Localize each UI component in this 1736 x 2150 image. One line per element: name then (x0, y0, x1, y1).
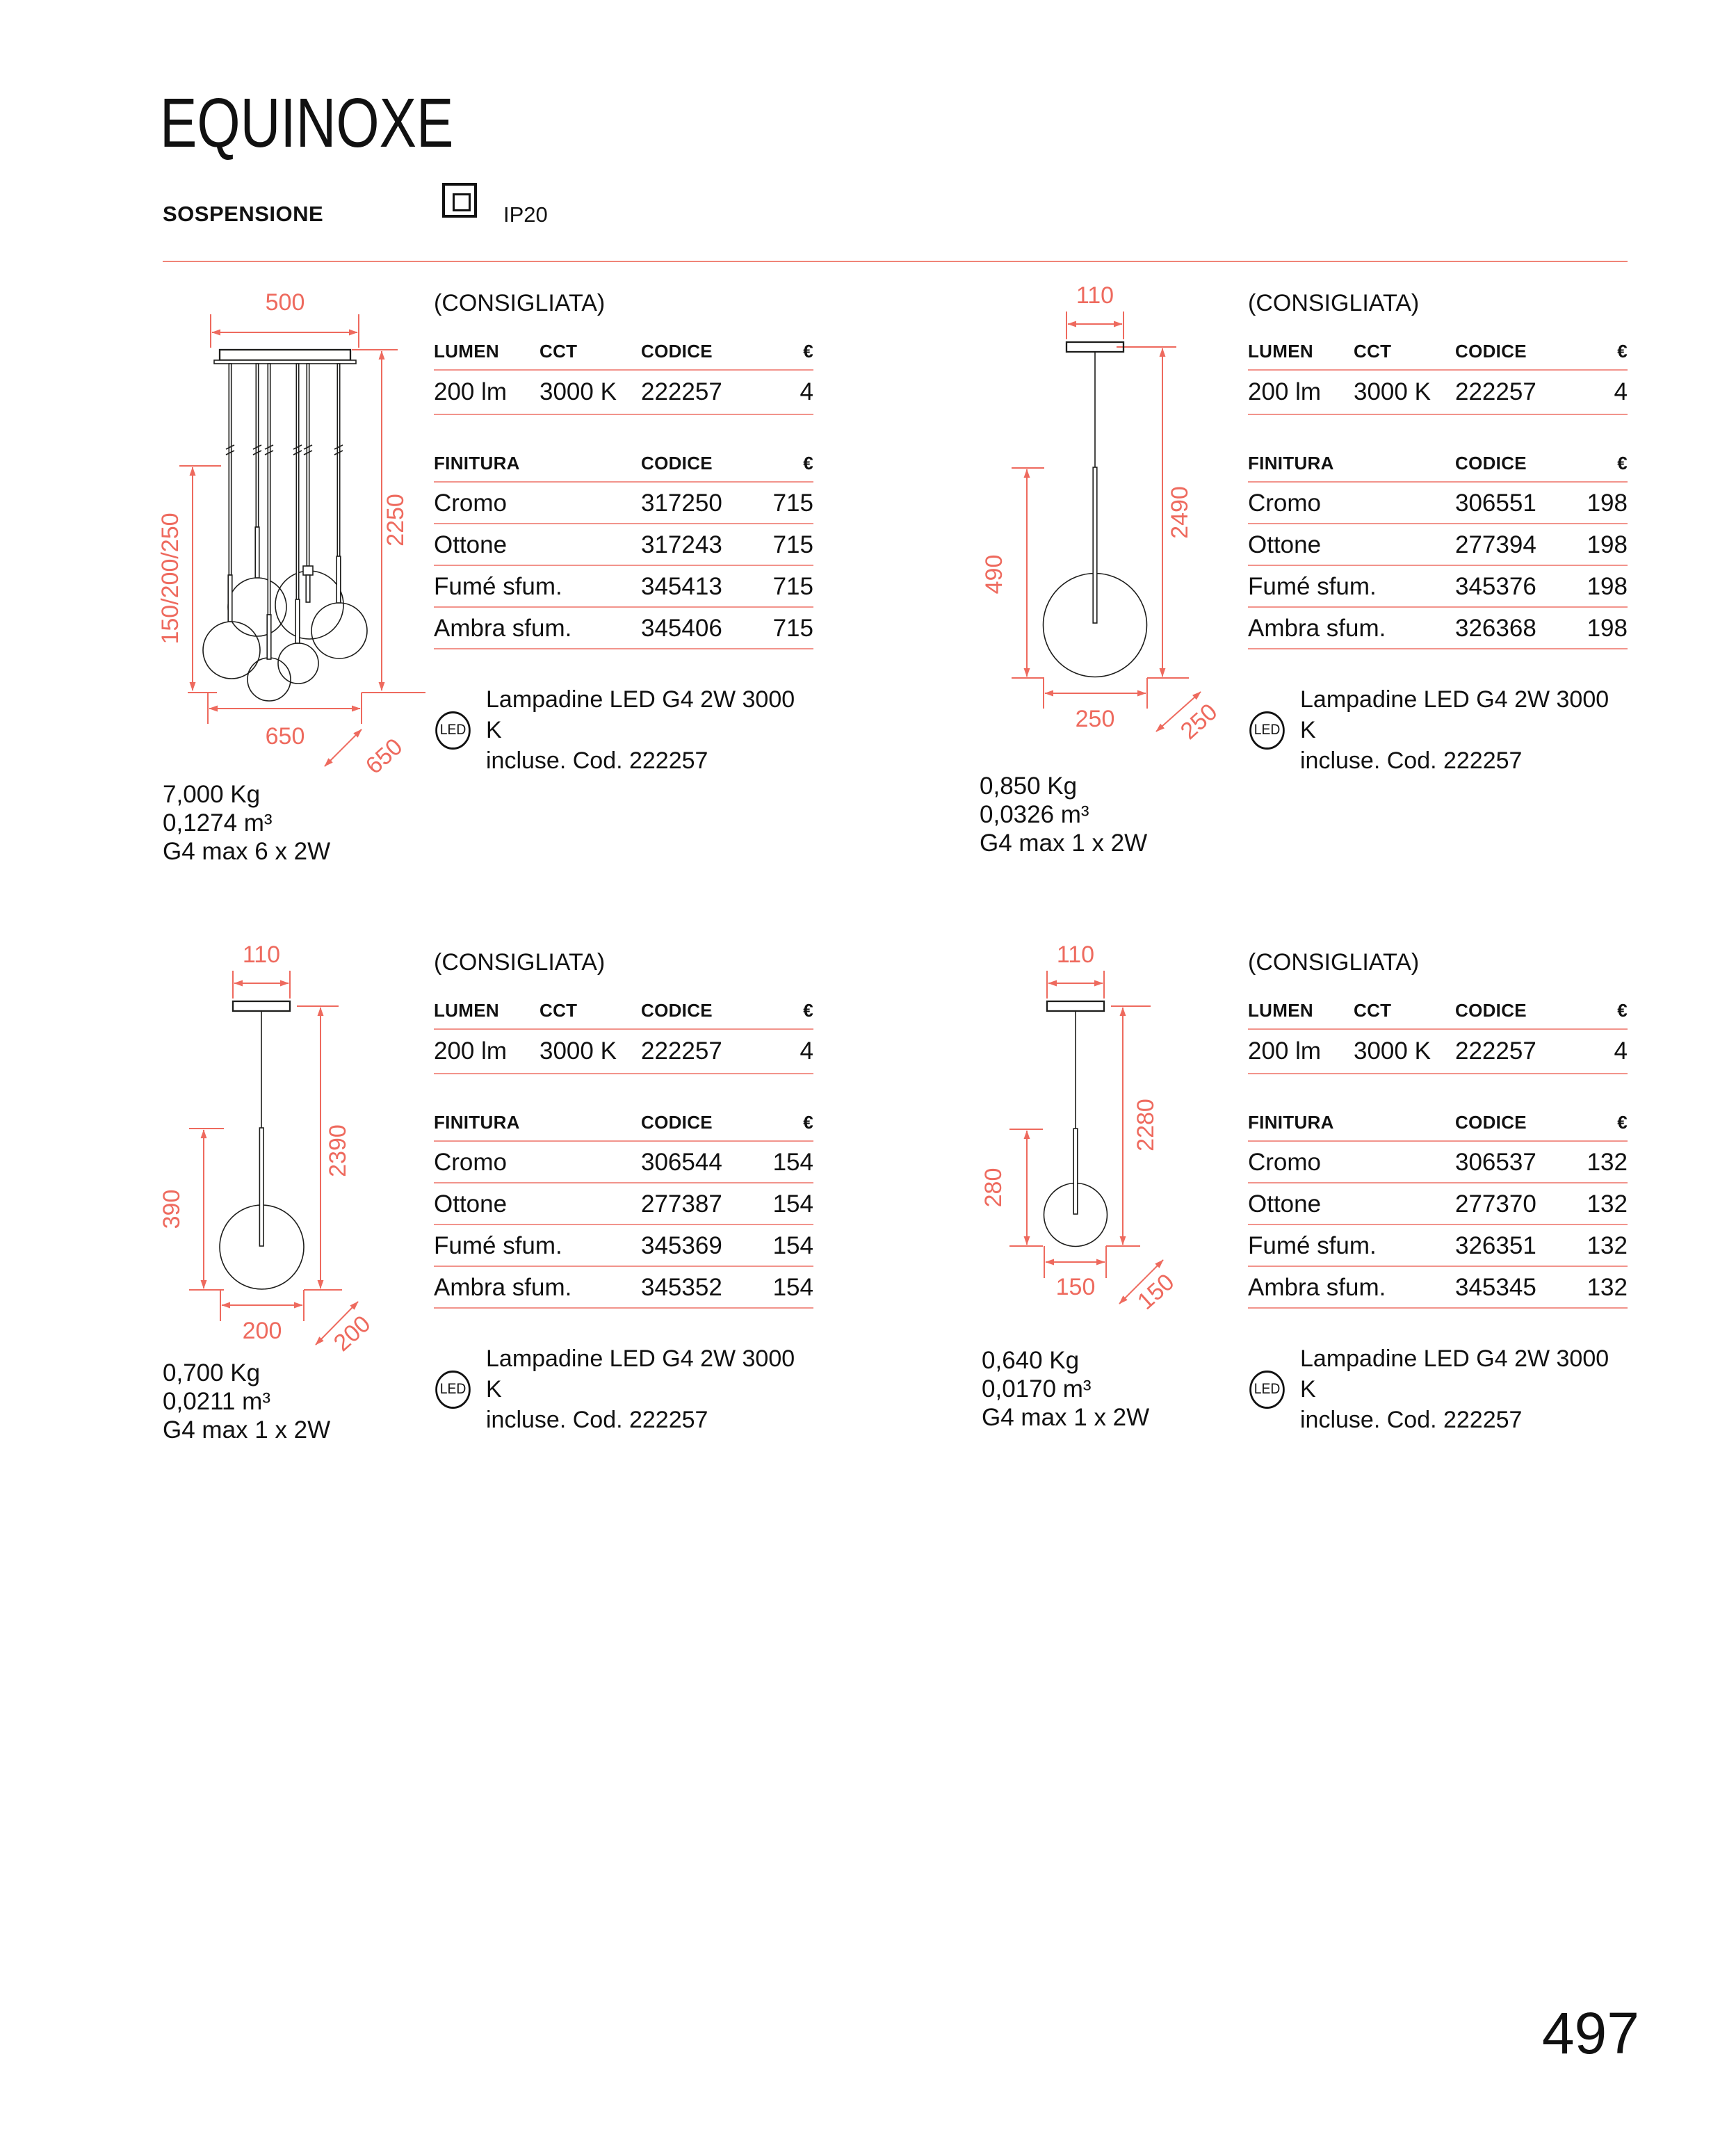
dim-total-height: 2490 (1167, 486, 1193, 539)
dim-depth: 250 (1175, 698, 1223, 745)
finish-row: Fumé sfum. 345369 154 (434, 1225, 813, 1267)
drawing-single-globe-250 (959, 278, 1251, 772)
finish-row: Ottone 277394 198 (1248, 524, 1628, 566)
led-note (1248, 1343, 1628, 1435)
dim-canopy-width: 110 (1076, 282, 1114, 309)
led-icon: LED (1249, 1371, 1285, 1409)
weight: 0,700 Kg (163, 1359, 261, 1387)
finish-row: Fumé sfum. 345413 715 (434, 566, 813, 608)
led-icon: LED (1249, 711, 1285, 750)
led-note (434, 1343, 813, 1435)
lamp-spec: G4 max 1 x 2W (980, 830, 1148, 857)
dim-width: 250 (1075, 706, 1115, 732)
product-info-2 (980, 772, 1147, 857)
dim-total-height: 2250 (382, 494, 409, 547)
spec-block-product-3 (434, 946, 813, 1435)
finish-row: Ambra sfum. 326368 198 (1248, 608, 1628, 649)
dimension-lines (980, 941, 1179, 1315)
weight: 0,640 Kg (982, 1347, 1080, 1374)
drawing-single-globe-200 (159, 941, 452, 1363)
lamp-spec: G4 max 1 x 2W (163, 1416, 331, 1444)
finish-row: Ottone 277387 154 (434, 1183, 813, 1225)
led-note-line1: Lampadine LED G4 2W 3000 K (1300, 1345, 1609, 1403)
lumen-table-row: 200 lm 3000 K 222257 4 (434, 371, 813, 415)
finish-table-header: FINITURA CODICE € (1248, 1113, 1628, 1142)
lumen-table-header: LUMEN CCT CODICE € (434, 1001, 813, 1030)
finish-row: Ottone 277370 132 (1248, 1183, 1628, 1225)
product-outline (203, 350, 367, 701)
drawing-single-globe-150 (959, 941, 1251, 1363)
volume: 0,0211 m³ (163, 1388, 270, 1415)
lamp-spec: G4 max 1 x 2W (982, 1404, 1150, 1431)
finish-row: Fumé sfum. 345376 198 (1248, 566, 1628, 608)
finish-table (434, 1113, 813, 1309)
weight: 7,000 Kg (163, 781, 261, 808)
product-info-4 (982, 1346, 1149, 1432)
finish-table (1248, 1113, 1628, 1309)
dim-canopy-width: 500 (265, 289, 305, 316)
dim-canopy-width: 110 (1056, 941, 1095, 968)
led-note-line1: Lampadine LED G4 2W 3000 K (486, 1345, 795, 1403)
led-icon: LED (435, 1371, 471, 1409)
finish-row: Ambra sfum. 345352 154 (434, 1267, 813, 1309)
page-number: 497 (1541, 2001, 1639, 2066)
finish-table (434, 454, 813, 649)
dim-drop: 150/200/250 (157, 512, 184, 645)
dim-depth: 650 (360, 733, 408, 779)
finish-table-header: FINITURA CODICE € (434, 1113, 813, 1142)
product-info-1 (163, 780, 330, 866)
lumen-table-row: 200 lm 3000 K 222257 4 (1248, 1030, 1628, 1074)
finish-row: Ambra sfum. 345406 715 (434, 608, 813, 649)
spec-block-product-4 (1248, 946, 1628, 1435)
volume: 0,1274 m³ (163, 809, 273, 836)
product-outline (1044, 342, 1147, 677)
rod-break-marks (226, 445, 343, 455)
led-note-line1: Lampadine LED G4 2W 3000 K (486, 686, 795, 743)
consigliata-label: (CONSIGLIATA) (1248, 290, 1420, 316)
lumen-table-header: LUMEN CCT CODICE € (434, 342, 813, 371)
volume: 0,0170 m³ (982, 1375, 1092, 1403)
led-note-line2: incluse. Cod. 222257 (1300, 747, 1523, 774)
finish-row: Cromo 317250 715 (434, 483, 813, 524)
finish-row: Fumé sfum. 326351 132 (1248, 1225, 1628, 1267)
lumen-table (1248, 1001, 1628, 1074)
led-note (1248, 684, 1628, 776)
ip20-double-insulation-icon (442, 183, 477, 218)
finish-row: Cromo 306537 132 (1248, 1142, 1628, 1183)
dim-total-height: 2280 (1133, 1099, 1159, 1151)
product-outline (1044, 1001, 1108, 1247)
dim-total-height: 2390 (325, 1124, 351, 1177)
lamp-spec: G4 max 6 x 2W (163, 838, 331, 865)
led-note-line2: incluse. Cod. 222257 (486, 1407, 708, 1433)
dim-drop: 280 (980, 1167, 1007, 1208)
spec-block-product-2 (1248, 286, 1628, 776)
consigliata-label: (CONSIGLIATA) (1248, 949, 1420, 976)
consigliata-label: (CONSIGLIATA) (434, 290, 606, 316)
volume: 0,0326 m³ (980, 801, 1089, 828)
dim-drop: 390 (159, 1189, 185, 1229)
dim-width: 650 (265, 723, 305, 750)
led-note-line2: incluse. Cod. 222257 (486, 747, 708, 774)
lumen-table (1248, 342, 1628, 415)
led-note (434, 684, 813, 776)
suspension-rods (229, 364, 339, 615)
dim-width: 150 (1055, 1274, 1096, 1300)
lumen-table-header: LUMEN CCT CODICE € (1248, 1001, 1628, 1030)
finish-row: Ambra sfum. 345345 132 (1248, 1267, 1628, 1309)
finish-table-header: FINITURA CODICE € (1248, 454, 1628, 483)
finish-row: Ottone 317243 715 (434, 524, 813, 566)
led-note-line2: incluse. Cod. 222257 (1300, 1407, 1523, 1433)
lumen-table (434, 1001, 813, 1074)
led-icon: LED (435, 711, 471, 750)
dim-width: 200 (242, 1318, 282, 1344)
finish-row: Cromo 306544 154 (434, 1142, 813, 1183)
lumen-table (434, 342, 813, 415)
lumen-table-header: LUMEN CCT CODICE € (1248, 342, 1628, 371)
spec-block-product-1 (434, 286, 813, 776)
dimension-lines (159, 941, 375, 1357)
lumen-table-row: 200 lm 3000 K 222257 4 (434, 1030, 813, 1074)
ip-rating-label: IP20 (503, 202, 548, 227)
lumen-table-row: 200 lm 3000 K 222257 4 (1248, 371, 1628, 415)
finish-row: Cromo 306551 198 (1248, 483, 1628, 524)
page-title: EQUINOXE (160, 84, 454, 162)
header-divider (163, 261, 1628, 262)
led-note-line1: Lampadine LED G4 2W 3000 K (1300, 686, 1609, 743)
dim-canopy-width: 110 (242, 941, 281, 968)
product-outline (220, 1001, 304, 1289)
consigliata-label: (CONSIGLIATA) (434, 949, 606, 976)
led-stems (228, 527, 341, 659)
dim-depth: 150 (1132, 1268, 1180, 1315)
finish-table (1248, 454, 1628, 649)
product-info-3 (163, 1359, 330, 1444)
weight: 0,850 Kg (980, 773, 1078, 800)
dim-depth: 200 (328, 1310, 376, 1357)
drawing-six-globe-pendant (157, 278, 452, 779)
category-label: SOSPENSIONE (163, 202, 324, 226)
finish-table-header: FINITURA CODICE € (434, 454, 813, 483)
dim-drop: 490 (981, 554, 1007, 595)
